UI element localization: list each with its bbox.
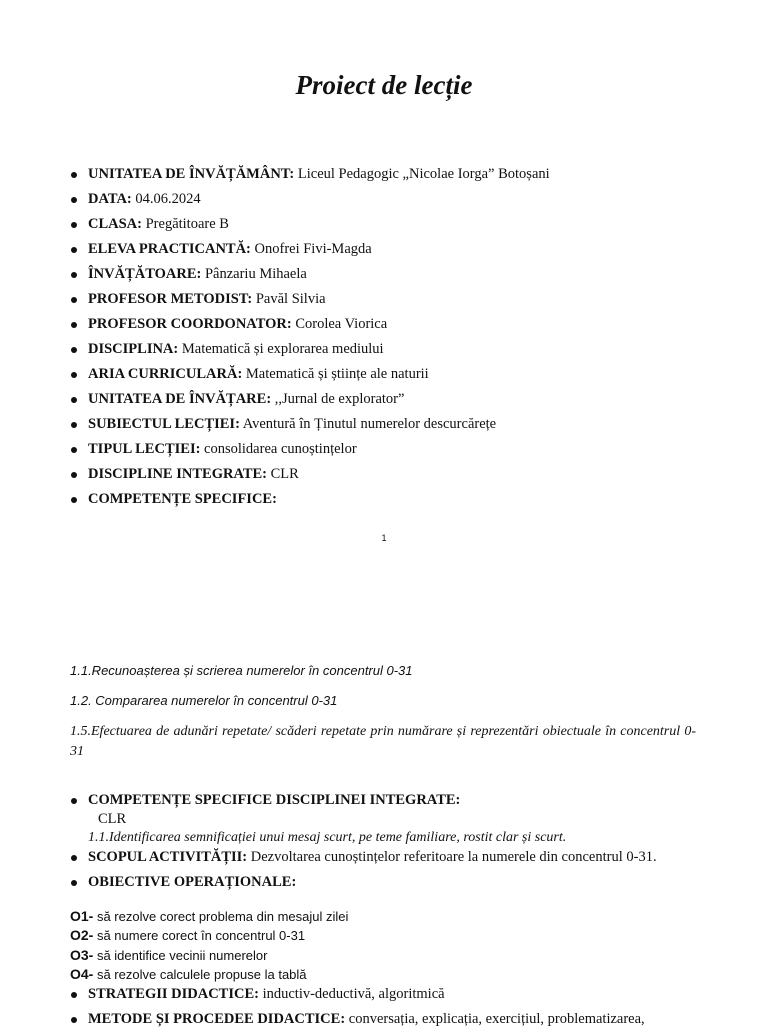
item-value: 04.06.2024 [131,191,201,207]
item-value: consolidarea cunoștințelor [200,441,357,457]
competence-1-1: 1.1.Recunoașterea și scrierea numerelor în concentrul 0-31 [70,663,413,678]
item-value: Onofrei Fivi-Magda [250,241,372,257]
item-value: Matematică și explorarea mediului [178,341,384,357]
objective-text: să rezolve calculele propuse la tablă [93,966,307,982]
list-item [70,788,460,813]
item-label: PROFESOR COORDONATOR: [88,316,292,332]
list-item [70,412,550,437]
objective-code: O1- [70,908,94,924]
list-item [70,982,645,1007]
item-label: DISCIPLINA: [88,341,179,357]
list-item [70,237,550,262]
scope-value: Dezvoltarea cunoștințelor referitoare la numerele din concentrul 0-31. [247,849,657,865]
list-item [70,362,550,387]
list-item [70,1007,645,1032]
competence-1-5: 1.5.Efectuarea de adunări repetate/ scăderi repetate prin numărare și reprezentări obiectuale în concentrul 0-31 [70,724,696,759]
item-label: CLASA: [88,216,142,232]
list-item [70,487,550,512]
list-item [70,437,550,462]
item-label: UNITATEA DE ÎNVĂȚĂMÂNT: [88,166,295,182]
list-item [70,287,550,312]
objective-text: să identifice vecinii numerelor [93,947,268,963]
methods-label: METODE ȘI PROCEDEE DIDACTICE: [88,1011,346,1027]
item-value: ,,Jurnal de explorator” [271,391,405,407]
list-item [70,870,657,895]
item-value: Pregătitoare B [141,216,229,232]
scope-label: SCOPUL ACTIVITĂȚII: [88,849,248,865]
item-value: Liceul Pedagogic „Nicolae Iorga” Botoșani [294,166,550,182]
item-label: DISCIPLINE INTEGRATE: [88,466,268,482]
integrated-competences-list [70,788,460,813]
item-value: Corolea Viorica [291,316,388,332]
page-number: 1 [381,533,387,543]
objective-text: să numere corect în concentrul 0-31 [93,928,306,944]
list-item [70,845,657,870]
methods-value: conversația, explicația, exercițiul, problematizarea, [345,1011,645,1027]
item-label: PROFESOR METODIST: [88,291,253,307]
competence-1-2: 1.2. Compararea numerelor în concentrul 0-31 [70,693,338,708]
list-item [70,337,550,362]
list-item [70,212,550,237]
strategies-list [70,982,645,1032]
lesson-info-list [70,162,550,512]
item-label: ÎNVĂȚĂTOARE: [88,266,202,282]
list-item [70,462,550,487]
item-label: TIPUL LECȚIEI: [88,441,201,457]
objective-code: O4- [70,965,94,982]
item-value: Pavăl Silvia [252,291,326,307]
objective-code: O3- [70,946,94,963]
integrated-competence: 1.1.Identificarea semnificației unui mesaj scurt, pe teme familiare, rostit clar și scurt. [88,830,567,845]
objectives-list [70,907,348,984]
strategies-label: STRATEGII DIDACTICE: [88,986,259,1002]
strategies-value: inductiv-deductivă, algoritmică [258,986,445,1002]
list-item [70,387,550,412]
page-title: Proiect de lecție [295,70,473,100]
item-label: SUBIECTUL LECȚIEI: [88,416,240,432]
item-value: Matematică și științe ale naturii [242,366,429,382]
objectives-label: OBIECTIVE OPERAȚIONALE: [88,874,297,890]
item-label: ELEVA PRACTICANTĂ: [88,241,251,257]
list-item [70,926,348,945]
item-label: COMPETENȚE SPECIFICE: [88,491,277,507]
list-item [70,162,550,187]
item-value: Aventură în Ținutul numerelor descurcărețe [239,416,497,432]
list-item [70,946,348,965]
item-value: Pânzariu Mihaela [201,266,307,282]
list-item [70,187,550,212]
integrated-label: COMPETENȚE SPECIFICE DISCIPLINEI INTEGRATE: [88,792,461,808]
list-item [70,907,348,926]
objective-code: O2- [70,927,94,944]
integrated-discipline: CLR [98,811,127,827]
objective-text: să rezolve corect problema din mesajul zilei [93,909,349,924]
list-item [70,262,550,287]
item-label: ARIA CURRICULARĂ: [88,366,243,382]
list-item [70,312,550,337]
item-value: CLR [267,466,299,482]
item-label: UNITATEA DE ÎNVĂȚARE: [88,391,272,407]
scope-list [70,845,657,895]
item-label: DATA: [88,191,132,207]
